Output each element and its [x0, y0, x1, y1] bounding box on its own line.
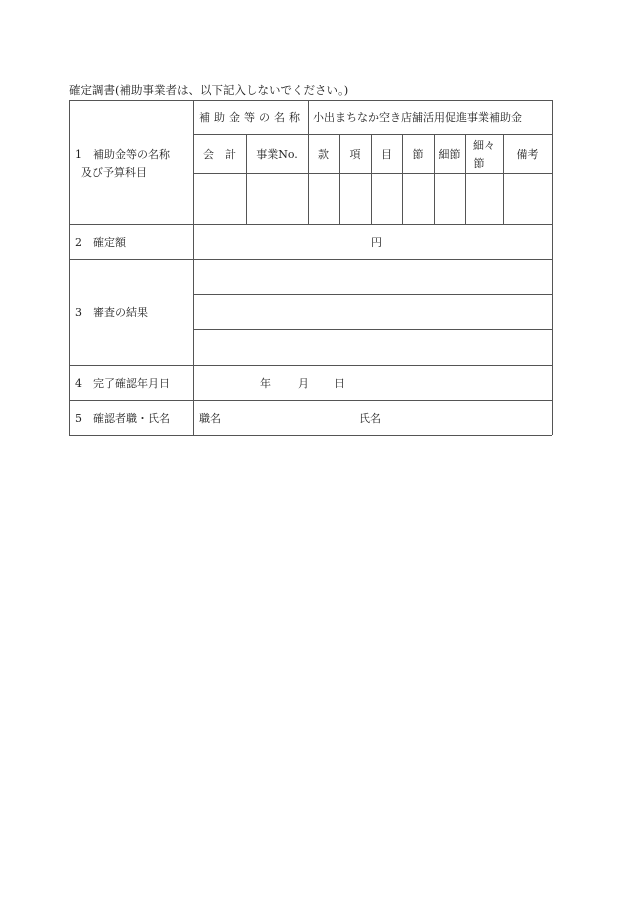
- post-label: 職名: [199, 412, 221, 425]
- table-border-top: [69, 100, 552, 101]
- confirmer-name-field[interactable]: [383, 401, 552, 435]
- row1-label-line1: 1 補助金等の名称: [75, 148, 170, 161]
- completion-date-field[interactable]: [194, 366, 552, 400]
- subsidy-name-label: 補助金等の名称: [199, 111, 304, 124]
- table-border-bottom: [69, 435, 552, 436]
- review-result-line-1[interactable]: [194, 260, 552, 294]
- input-saisaisetsu[interactable]: [466, 174, 503, 224]
- input-kan[interactable]: [309, 174, 339, 224]
- col-kaikei: 会 計: [203, 148, 236, 161]
- yen-unit: 円: [371, 236, 382, 249]
- input-biko[interactable]: [504, 174, 552, 224]
- row4-label: 4 完了確認年月日: [75, 377, 170, 390]
- input-setsu[interactable]: [403, 174, 434, 224]
- row5-label: 5 確認者職・氏名: [75, 412, 170, 425]
- col-ko: 項: [349, 148, 361, 161]
- col-saisetsu: 細節: [438, 148, 461, 161]
- review-result-line-2[interactable]: [194, 295, 552, 329]
- input-kaikei[interactable]: [194, 174, 246, 224]
- input-saisetsu[interactable]: [435, 174, 465, 224]
- col-biko: 備考: [516, 148, 539, 161]
- subsidy-name-value: 小出まちなか空き店舗活用促進事業補助金: [313, 111, 522, 124]
- confirmer-name-label: 氏名: [359, 412, 381, 425]
- row3-label: 3 審査の結果: [75, 306, 148, 319]
- col-moku: 目: [381, 148, 392, 161]
- month-label: 月: [298, 377, 309, 390]
- table-border-left: [69, 100, 70, 435]
- input-jigyo-no[interactable]: [247, 174, 308, 224]
- col-saisaisetsu-line2: 節: [473, 157, 485, 170]
- review-result-line-3[interactable]: [194, 330, 552, 365]
- row2-label: 2 確定額: [75, 236, 126, 249]
- col-setsu: 節: [412, 148, 424, 161]
- input-ko[interactable]: [340, 174, 371, 224]
- col-saisaisetsu-line1: 細々: [473, 139, 495, 152]
- table-border-right: [552, 100, 553, 435]
- input-moku[interactable]: [372, 174, 402, 224]
- row1-label-line2: 及び予算科目: [81, 166, 147, 179]
- col-jigyo-no: 事業No.: [256, 148, 298, 161]
- day-label: 日: [334, 377, 345, 390]
- post-field[interactable]: [222, 401, 352, 435]
- col-kan: 款: [318, 148, 329, 161]
- form-title: 確定調書(補助事業者は、以下記入しないでください。): [69, 83, 349, 97]
- year-label: 年: [260, 377, 271, 390]
